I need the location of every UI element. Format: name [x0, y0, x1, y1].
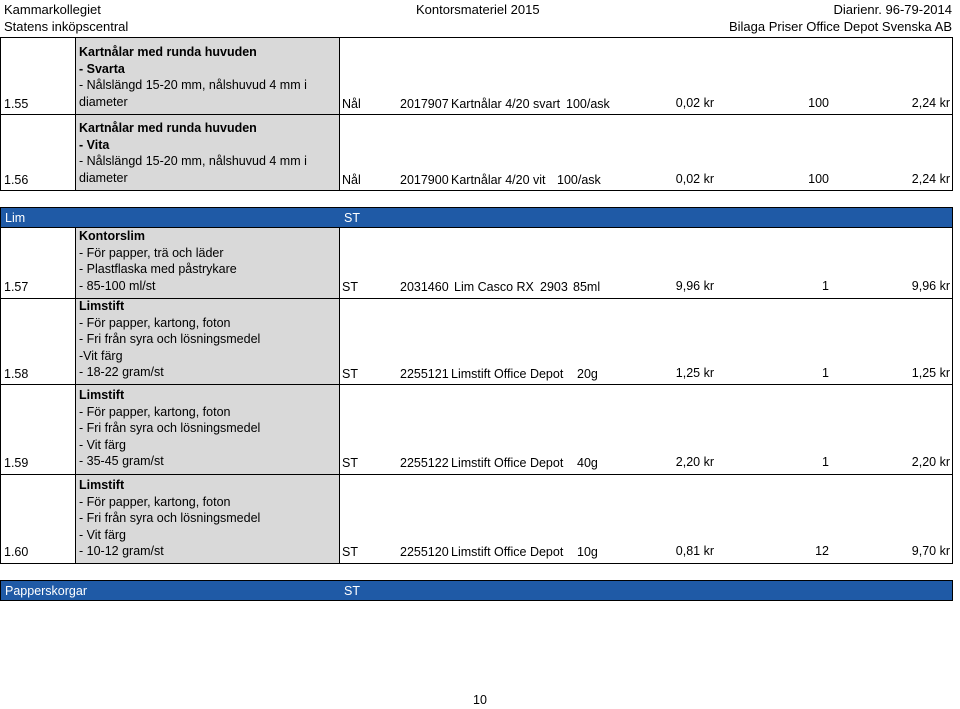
- package: 20g: [577, 367, 598, 381]
- unit: ST: [342, 367, 358, 381]
- section-header-lim: [0, 207, 953, 228]
- appendix-title: Bilaga Priser Office Depot Svenska AB: [728, 19, 952, 34]
- row-number: 1.60: [4, 545, 29, 559]
- item-description: Limstift - För papper, kartong, foton - Fri från syra och lösningsmedel - Vit färg - 10-12 gram/st: [79, 478, 261, 559]
- total: 9,70 kr: [911, 544, 950, 558]
- article-number: 2017900: [400, 173, 449, 187]
- page-number: 10: [473, 693, 487, 707]
- unit-price: 2,20 kr: [675, 455, 714, 469]
- total: 1,25 kr: [911, 366, 950, 380]
- row-number: 1.56: [4, 173, 29, 187]
- quantity: 100: [808, 96, 829, 110]
- product-code: 2903: [540, 280, 568, 294]
- article-number: 2255121: [400, 367, 449, 381]
- product-name: Limstift Office Depot: [451, 545, 564, 559]
- unit-price: 1,25 kr: [675, 366, 714, 380]
- unit: Nål: [342, 173, 361, 187]
- org-name: Kammarkollegiet: [4, 2, 101, 17]
- unit-price: 0,81 kr: [675, 544, 714, 558]
- section-label: Papperskorgar: [5, 584, 87, 598]
- package: 85ml: [573, 280, 601, 294]
- package: 40g: [577, 456, 598, 470]
- section-header-papperskorgar: [0, 580, 953, 601]
- section-unit: ST: [344, 584, 360, 598]
- section-label: Lim: [5, 211, 26, 225]
- unit: Nål: [342, 97, 361, 111]
- product-name: Limstift Office Depot: [451, 367, 564, 381]
- document-title: Kontorsmateriel 2015: [416, 2, 540, 17]
- package: 100/ask: [557, 173, 601, 187]
- row-number: 1.57: [4, 280, 29, 294]
- row-number: 1.55: [4, 97, 29, 111]
- total: 2,24 kr: [911, 96, 950, 110]
- item-description: Kartnålar med runda huvuden - Svarta - Nålslängd 15-20 mm, nålshuvud 4 mm i diameter: [79, 45, 307, 109]
- unit: ST: [342, 545, 358, 559]
- quantity: 1: [822, 455, 829, 469]
- article-number: 2031460: [400, 280, 449, 294]
- row-number: 1.59: [4, 456, 29, 470]
- item-description: Limstift - För papper, kartong, foton - Fri från syra och lösningsmedel - Vit färg - 35-45 gram/st: [79, 388, 261, 469]
- unit: ST: [342, 280, 358, 294]
- item-description: Kontorslim - För papper, trä och läder - Plastflaska med påstrykare - 85-100 ml/st: [79, 229, 237, 293]
- quantity: 12: [815, 544, 829, 558]
- quantity: 100: [808, 172, 829, 186]
- org-unit: Statens inköpscentral: [4, 19, 129, 34]
- product-name: Limstift Office Depot: [451, 456, 564, 470]
- article-number: 2017907: [400, 97, 449, 111]
- unit-price: 0,02 kr: [675, 172, 714, 186]
- total: 2,24 kr: [911, 172, 950, 186]
- unit-price: 0,02 kr: [675, 96, 714, 110]
- product-name: Kartnålar 4/20 svart: [451, 97, 561, 111]
- quantity: 1: [822, 279, 829, 293]
- unit-price: 9,96 kr: [675, 279, 714, 293]
- package: 10g: [577, 545, 598, 559]
- product-name: Kartnålar 4/20 vit: [451, 173, 546, 187]
- unit: ST: [342, 456, 358, 470]
- diary-number: Diarienr. 96-79-2014: [833, 2, 952, 17]
- product-name: Lim Casco RX: [454, 280, 534, 294]
- section-unit: ST: [344, 211, 360, 225]
- item-description: Limstift - För papper, kartong, foton - Fri från syra och lösningsmedel -Vit färg - 18-22 gram/st: [79, 299, 261, 380]
- row-number: 1.58: [4, 367, 29, 381]
- total: 2,20 kr: [911, 455, 950, 469]
- quantity: 1: [822, 366, 829, 380]
- package: 100/ask: [566, 97, 610, 111]
- article-number: 2255122: [400, 456, 449, 470]
- article-number: 2255120: [400, 545, 449, 559]
- total: 9,96 kr: [911, 279, 950, 293]
- item-description: Kartnålar med runda huvuden - Vita - Nålslängd 15-20 mm, nålshuvud 4 mm i diameter: [79, 121, 307, 185]
